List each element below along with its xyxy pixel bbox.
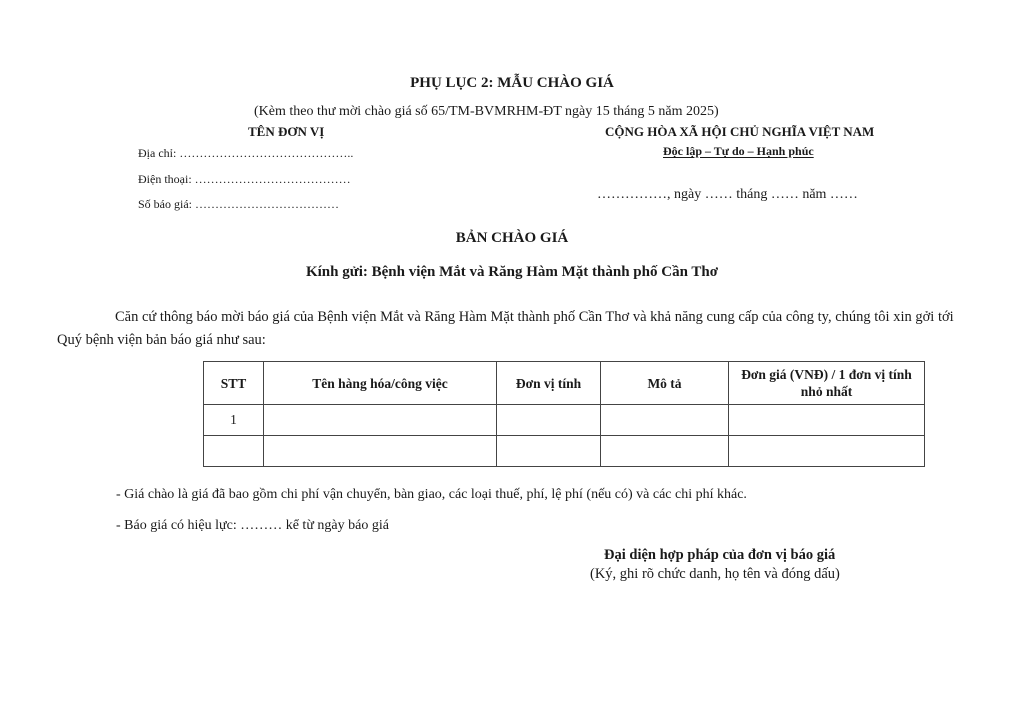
header-unit: Đơn vị tính bbox=[497, 362, 601, 405]
quote-number-field: Số báo giá: ……………………………… bbox=[138, 197, 339, 211]
table-row bbox=[204, 436, 925, 467]
header-item-name: Tên hàng hóa/công việc bbox=[264, 362, 497, 405]
table-cell bbox=[264, 436, 497, 467]
national-motto: Độc lập – Tự do – Hạnh phúc bbox=[663, 144, 814, 158]
table-cell bbox=[204, 436, 264, 467]
signature-role: Đại diện hợp pháp của đơn vị báo giá bbox=[604, 547, 836, 563]
table-cell bbox=[601, 436, 729, 467]
document-title: BẢN CHÀO GIÁ bbox=[455, 230, 569, 246]
header-stt: STT bbox=[204, 362, 264, 405]
validity-note: - Báo giá có hiệu lực: ……… kể từ ngày báo giá bbox=[116, 518, 389, 533]
table-cell bbox=[601, 405, 729, 436]
table-cell bbox=[497, 436, 601, 467]
table-row bbox=[204, 405, 925, 436]
greeting-line: Kính gửi: Bệnh viện Mắt và Răng Hàm Mặt thành phố Cần Thơ bbox=[305, 264, 719, 280]
price-note: - Giá chào là giá đã bao gồm chi phí vận chuyển, bàn giao, các loại thuế, phí, lệ phí (nếu có) và các chi phí khác. bbox=[116, 487, 747, 502]
table-header-row bbox=[204, 362, 925, 405]
appendix-title: PHỤ LỤC 2: MẪU CHÀO GIÁ bbox=[410, 75, 614, 91]
table-cell bbox=[729, 436, 925, 467]
header-unit-price: Đơn giá (VNĐ) / 1 đơn vị tính nhỏ nhất bbox=[729, 362, 925, 405]
unit-name-heading: TÊN ĐƠN VỊ bbox=[248, 124, 325, 139]
table-cell bbox=[729, 405, 925, 436]
table-cell bbox=[497, 405, 601, 436]
nation-heading: CỘNG HÒA XÃ HỘI CHỦ NGHĨA VIỆT NAM bbox=[605, 124, 875, 139]
address-field: Địa chỉ: …………………………………….. bbox=[138, 146, 354, 160]
quote-table bbox=[203, 361, 925, 467]
header-description: Mô tả bbox=[601, 362, 729, 405]
intro-paragraph: Căn cứ thông báo mời báo giá của Bệnh viện Mắt và Răng Hàm Mặt thành phố Cần Thơ và khả năng cung cấp của công ty, chúng tôi xin gởi tới Quý bệnh viện bản báo giá như sau: bbox=[57, 309, 954, 348]
phone-field: Điện thoại: ………………………………… bbox=[138, 172, 351, 186]
date-line: ……………, ngày …… tháng …… năm …… bbox=[597, 187, 858, 202]
table-cell bbox=[264, 405, 497, 436]
table-cell: 1 bbox=[204, 405, 264, 436]
signature-instruction: (Ký, ghi rõ chức danh, họ tên và đóng dấu) bbox=[590, 566, 840, 582]
appendix-subtitle: (Kèm theo thư mời chào giá số 65/TM-BVMRHM-ĐT ngày 15 tháng 5 năm 2025) bbox=[254, 104, 719, 119]
